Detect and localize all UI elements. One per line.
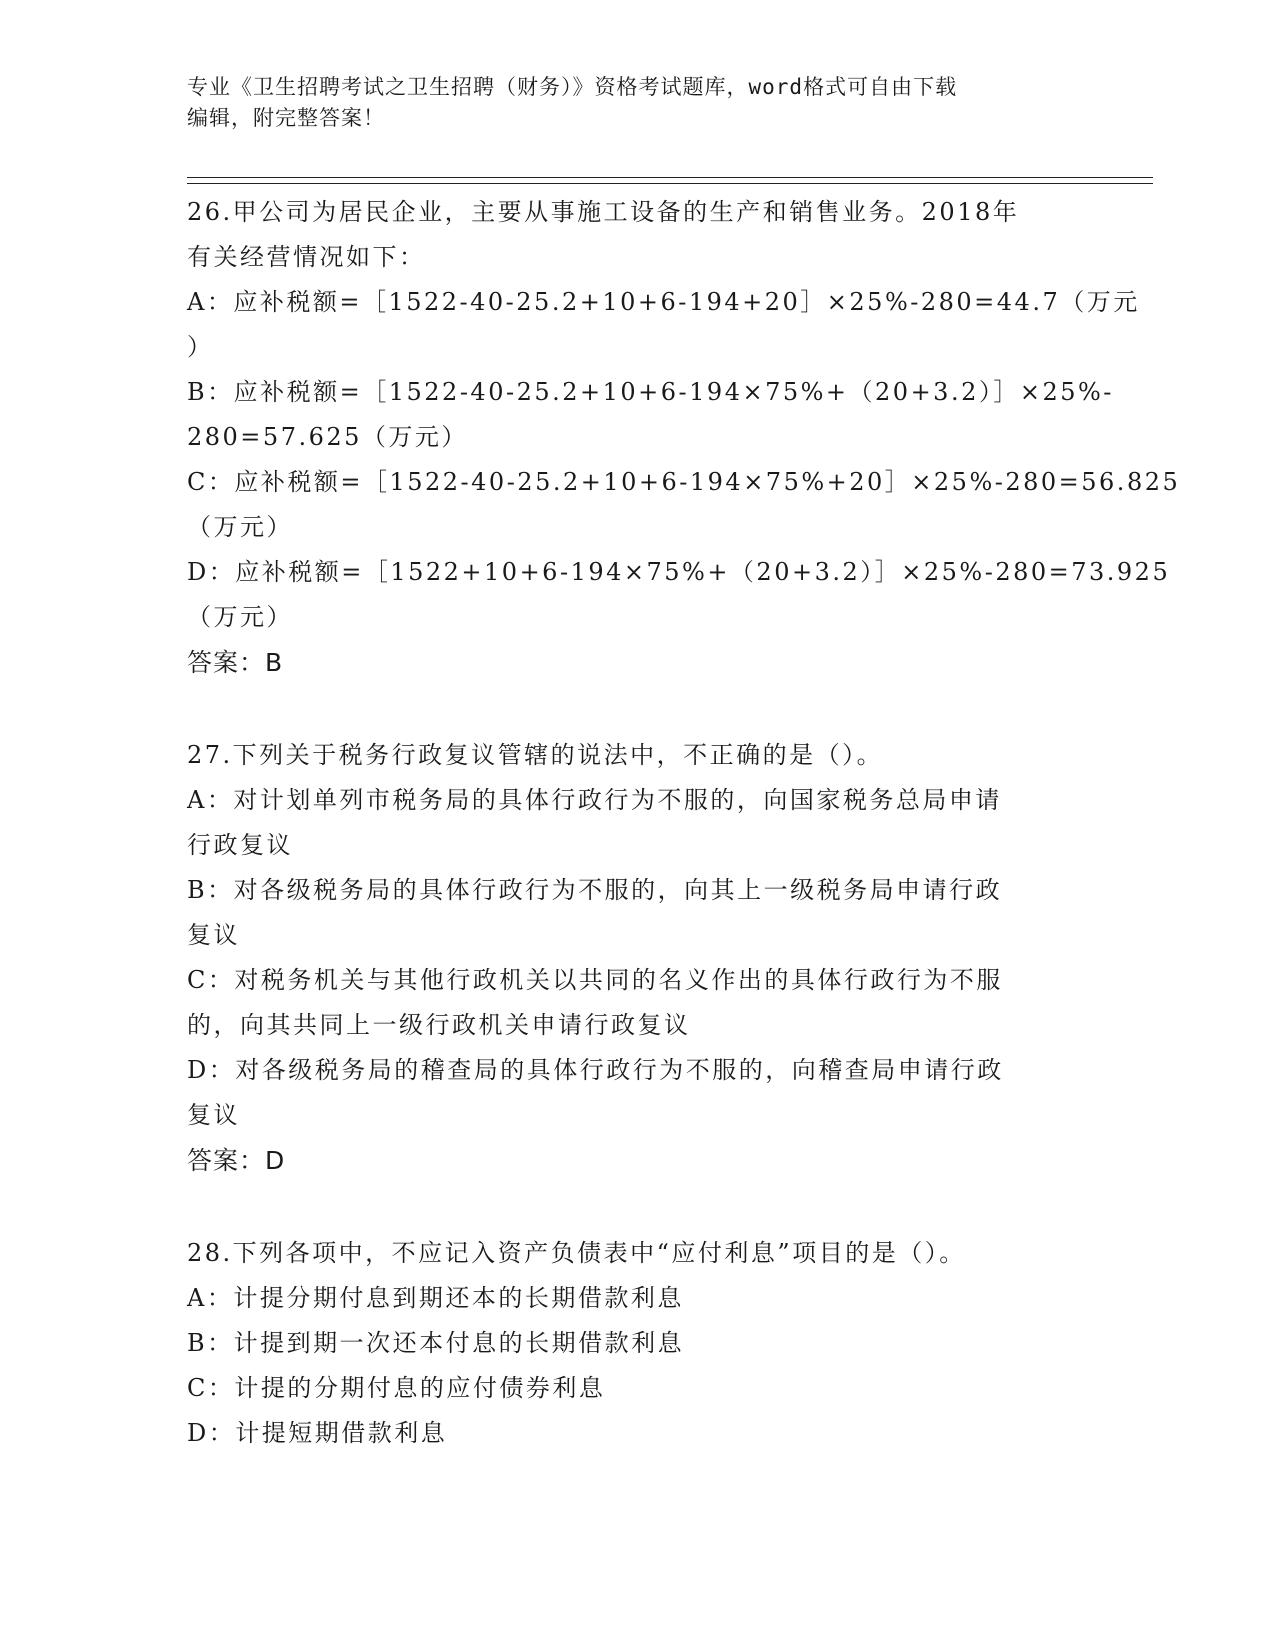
question-stem-line: 28.下列各项中，不应记入资产负债表中“应付利息”项目的是（）。	[187, 1239, 966, 1267]
spacer	[187, 686, 1087, 733]
option-a-line: A：计提分期付息到期还本的长期借款利息	[187, 1284, 684, 1312]
option-a-line: A：应补税额=［1522-40-25.2+10+6-194+20］×25%-280=44.7（万元	[187, 288, 1140, 316]
option-b-line: B：对各级税务局的具体行政行为不服的，向其上一级税务局申请行政	[187, 876, 1003, 904]
header-divider-bottom	[187, 183, 1153, 184]
answer-label: 答案：D	[187, 1146, 286, 1175]
question-stem-line: 26.甲公司为居民企业，主要从事施工设备的生产和销售业务。2018年	[187, 198, 1020, 226]
question-26	[187, 190, 1181, 686]
option-d-line: D：对各级税务局的稽查局的具体行政行为不服的，向稽查局申请行政	[187, 1056, 1004, 1084]
option-d-line: D：计提短期借款利息	[187, 1419, 448, 1447]
option-a-line: ）	[187, 333, 214, 361]
option-d-line: （万元）	[187, 603, 293, 631]
option-c-line: C：应补税额=［1522-40-25.2+10+6-194×75%+20］×25%-280=56.825	[187, 468, 1181, 496]
option-d-line: D：应补税额=［1522+10+6-194×75%+（20+3.2）］×25%-280=73.925	[187, 558, 1171, 586]
document-header	[187, 72, 1087, 134]
question-stem-line: 27.下列关于税务行政复议管辖的说法中，不正确的是（）。	[187, 741, 884, 769]
question-list	[187, 190, 1181, 1456]
option-b-line: B：应补税额=［1522-40-25.2+10+6-194×75%+（20+3.2）］×25%-	[187, 378, 1114, 406]
option-c-line: C：对税务机关与其他行政机关以共同的名义作出的具体行政行为不服	[187, 966, 1003, 994]
option-b-line: B：计提到期一次还本付息的长期借款利息	[187, 1329, 685, 1357]
option-c-line: C：计提的分期付息的应付债券利息	[187, 1374, 606, 1402]
header-line-2: 编辑，附完整答案！	[187, 106, 385, 130]
option-b-line: 280=57.625（万元）	[187, 423, 468, 451]
option-c-line: （万元）	[187, 513, 293, 541]
question-28	[187, 1231, 1087, 1456]
option-b-line: 复议	[187, 921, 240, 949]
header-divider-top	[187, 177, 1153, 178]
spacer	[187, 1184, 1087, 1231]
question-stem-line: 有关经营情况如下：	[187, 243, 426, 271]
option-a-line: 行政复议	[187, 831, 293, 859]
answer-label: 答案：B	[187, 648, 284, 677]
header-line-1: 专业《卫生招聘考试之卫生招聘（财务）》资格考试题库，word格式可自由下载	[187, 75, 958, 99]
option-d-line: 复议	[187, 1101, 240, 1129]
option-c-line: 的，向其共同上一级行政机关申请行政复议	[187, 1011, 691, 1039]
question-27	[187, 733, 1087, 1184]
option-a-line: A：对计划单列市税务局的具体行政行为不服的，向国家税务总局申请	[187, 786, 1002, 814]
